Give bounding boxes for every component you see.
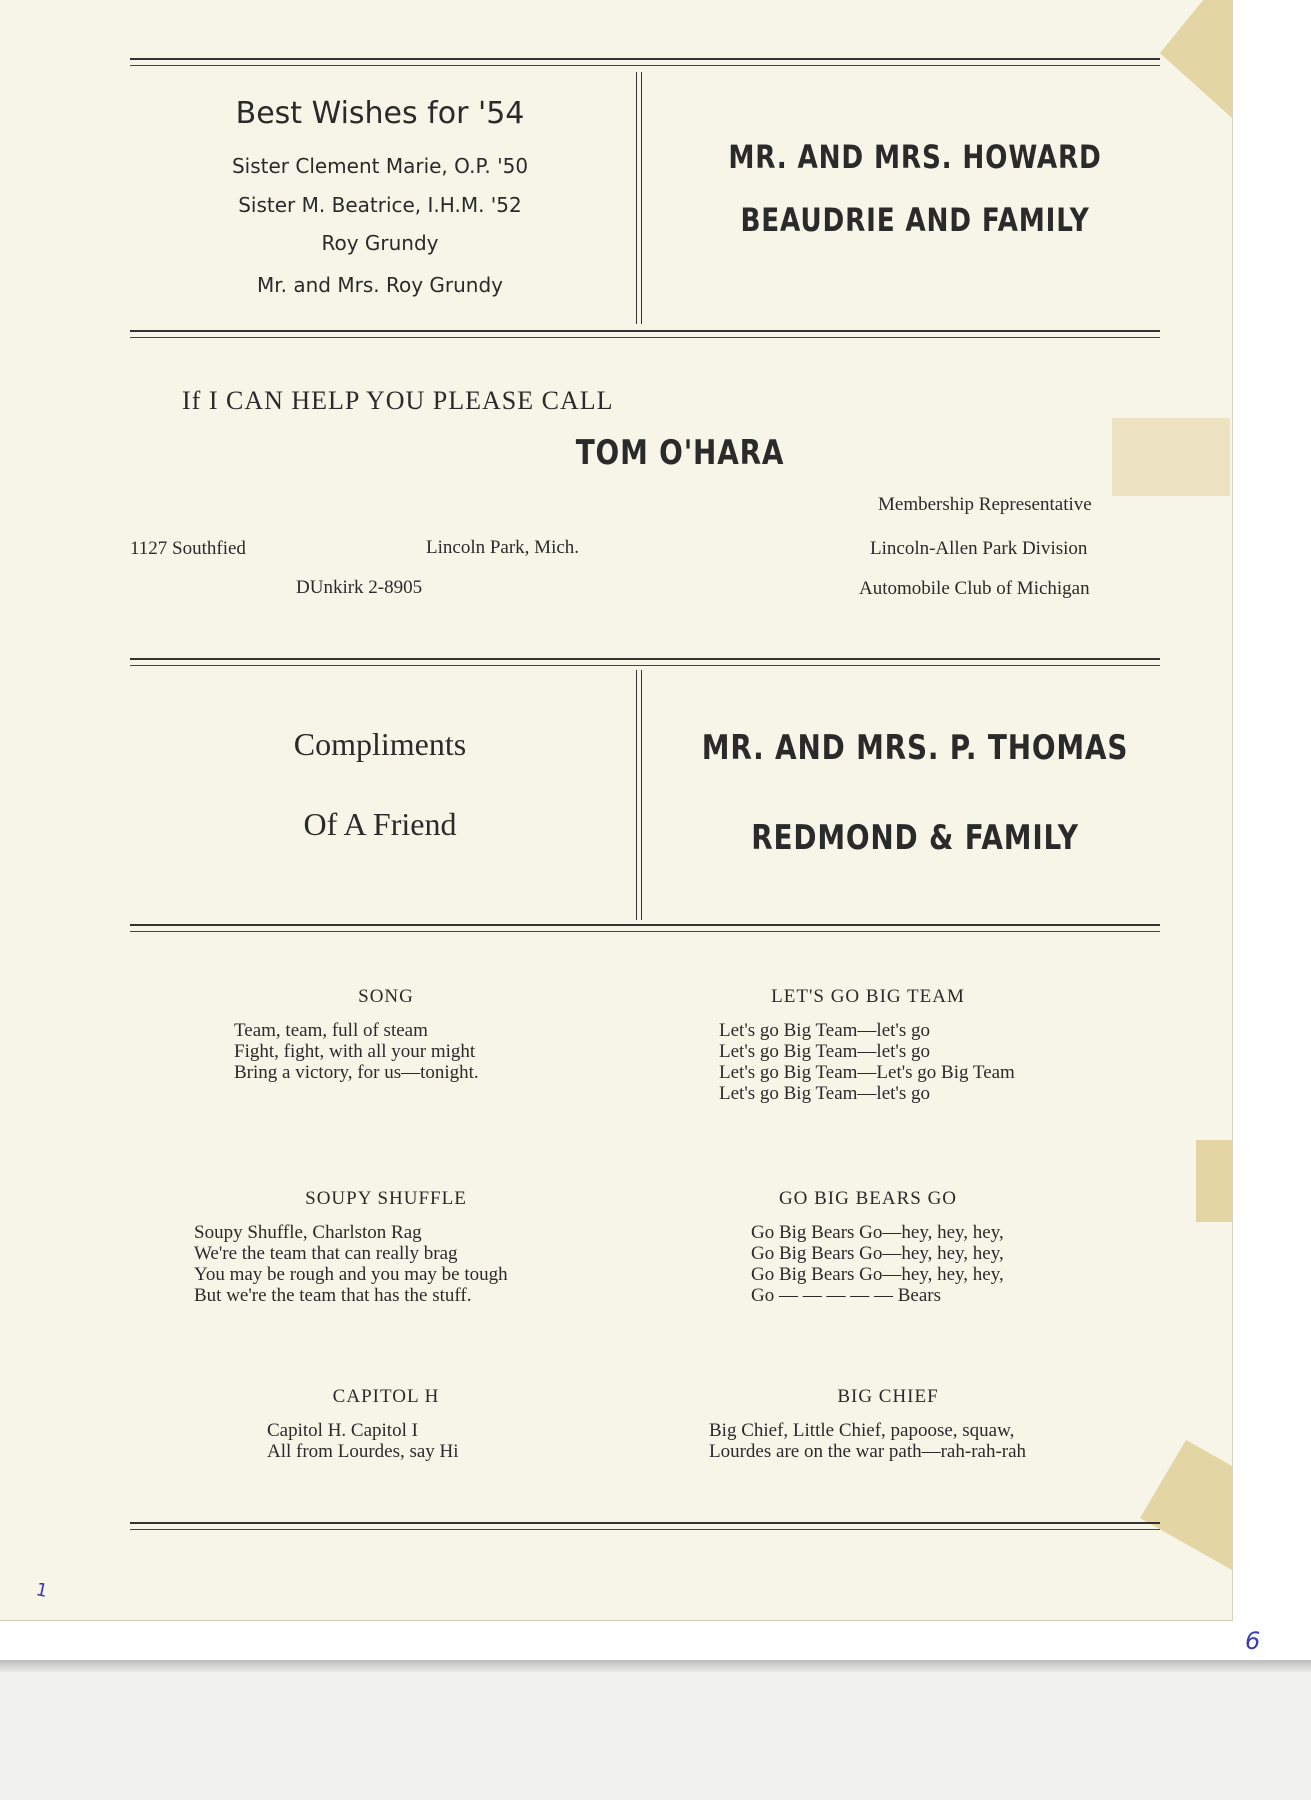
rule-bottom-inner	[130, 1529, 1160, 1530]
tape-mid-right	[1112, 418, 1230, 496]
lyric-line: Lourdes are on the war path—rah-rah-rah	[709, 1441, 1027, 1462]
lyric-line: Team, team, full of steam	[234, 1020, 428, 1041]
ad3-name: TOM O'HARA	[575, 433, 785, 473]
lyric-line: We're the team that can really brag	[194, 1243, 458, 1264]
ad3-phone: DUnkirk 2-8905	[296, 577, 423, 598]
margin-mark: 1	[33, 1579, 50, 1602]
rule-2	[130, 330, 1160, 332]
lyric-line: Let's go Big Team—let's go	[719, 1041, 930, 1062]
rule-3	[130, 658, 1160, 660]
ad1-line: Sister M. Beatrice, I.H.M. '52	[238, 193, 522, 217]
lyric-line: Big Chief, Little Chief, papoose, squaw,	[709, 1420, 1015, 1441]
ad1-line: Sister Clement Marie, O.P. '50	[231, 154, 529, 178]
ad1-line: Roy Grundy	[321, 231, 439, 255]
lyric-line: Soupy Shuffle, Charlston Rag	[194, 1222, 422, 1243]
ad3-address: 1127 Southfied	[130, 538, 246, 559]
capitol-lyrics	[267, 1420, 459, 1462]
lyric-line: Let's go Big Team—Let's go Big Team	[719, 1062, 1015, 1083]
ad3-division: Lincoln-Allen Park Division	[870, 538, 1088, 559]
lyric-line: Go — — — — — Bears	[751, 1285, 941, 1306]
ad4-line2: Of A Friend	[303, 806, 457, 842]
tape-right-lower	[1196, 1140, 1232, 1222]
rule-4	[130, 924, 1160, 926]
lyric-line: Fight, fight, with all your might	[234, 1041, 476, 1062]
ad3-org: Automobile Club of Michigan	[859, 578, 1090, 599]
ad1-line: Mr. and Mrs. Roy Grundy	[257, 273, 503, 297]
song-title: SONG	[358, 986, 414, 1007]
lyric-line: Let's go Big Team—let's go	[719, 1083, 930, 1104]
soupy-title: SOUPY SHUFFLE	[305, 1188, 467, 1209]
rule-3-inner	[130, 665, 1160, 666]
lyric-line: Go Big Bears Go—hey, hey, hey,	[751, 1243, 1004, 1264]
lyric-line: You may be rough and you may be tough	[194, 1264, 508, 1285]
lets-go-lyrics	[719, 1020, 1015, 1104]
scanner-background	[0, 1672, 1311, 1800]
lyric-line: Let's go Big Team—let's go	[719, 1020, 930, 1041]
ad4-line1: Compliments	[293, 726, 467, 762]
lyric-line: Go Big Bears Go—hey, hey, hey,	[751, 1222, 1004, 1243]
lyric-line: All from Lourdes, say Hi	[267, 1441, 459, 1462]
ad3-role: Membership Representative	[878, 494, 1092, 515]
lyric-line: Capitol H. Capitol I	[267, 1420, 418, 1441]
song-lyrics	[234, 1020, 479, 1083]
divider-vertical-1	[636, 72, 642, 324]
chief-lyrics	[709, 1420, 1026, 1462]
rule-4-inner	[130, 931, 1160, 932]
rule-bottom	[130, 1522, 1160, 1524]
lyric-line: Bring a victory, for us—tonight.	[234, 1062, 479, 1083]
ad3-headline: If I CAN HELP YOU PLEASE CALL	[182, 386, 614, 415]
ad5-line2: REDMOND & FAMILY	[751, 818, 1079, 858]
ad1-title: Best Wishes for '54	[235, 96, 525, 131]
divider-vertical-2	[636, 670, 642, 920]
bears-title: GO BIG BEARS GO	[778, 1188, 958, 1209]
chief-title: BIG CHIEF	[837, 1386, 939, 1407]
rule-top-inner	[130, 65, 1160, 66]
soupy-lyrics	[194, 1222, 508, 1306]
ad2-line1: MR. AND MRS. HOWARD	[728, 138, 1102, 176]
page-number: 6	[1245, 1627, 1261, 1655]
lyric-line: But we're the team that has the stuff.	[194, 1285, 472, 1306]
rule-2-inner	[130, 337, 1160, 338]
capitol-title: CAPITOL H	[332, 1386, 440, 1407]
bears-lyrics	[751, 1222, 1004, 1306]
lets-go-title: LET'S GO BIG TEAM	[771, 986, 965, 1007]
ad2-line2: BEAUDRIE AND FAMILY	[740, 201, 1090, 239]
ad3-city: Lincoln Park, Mich.	[426, 537, 580, 558]
lyric-line: Go Big Bears Go—hey, hey, hey,	[751, 1264, 1004, 1285]
ad5-line1: MR. AND MRS. P. THOMAS	[701, 728, 1129, 768]
rule-top	[130, 58, 1160, 60]
